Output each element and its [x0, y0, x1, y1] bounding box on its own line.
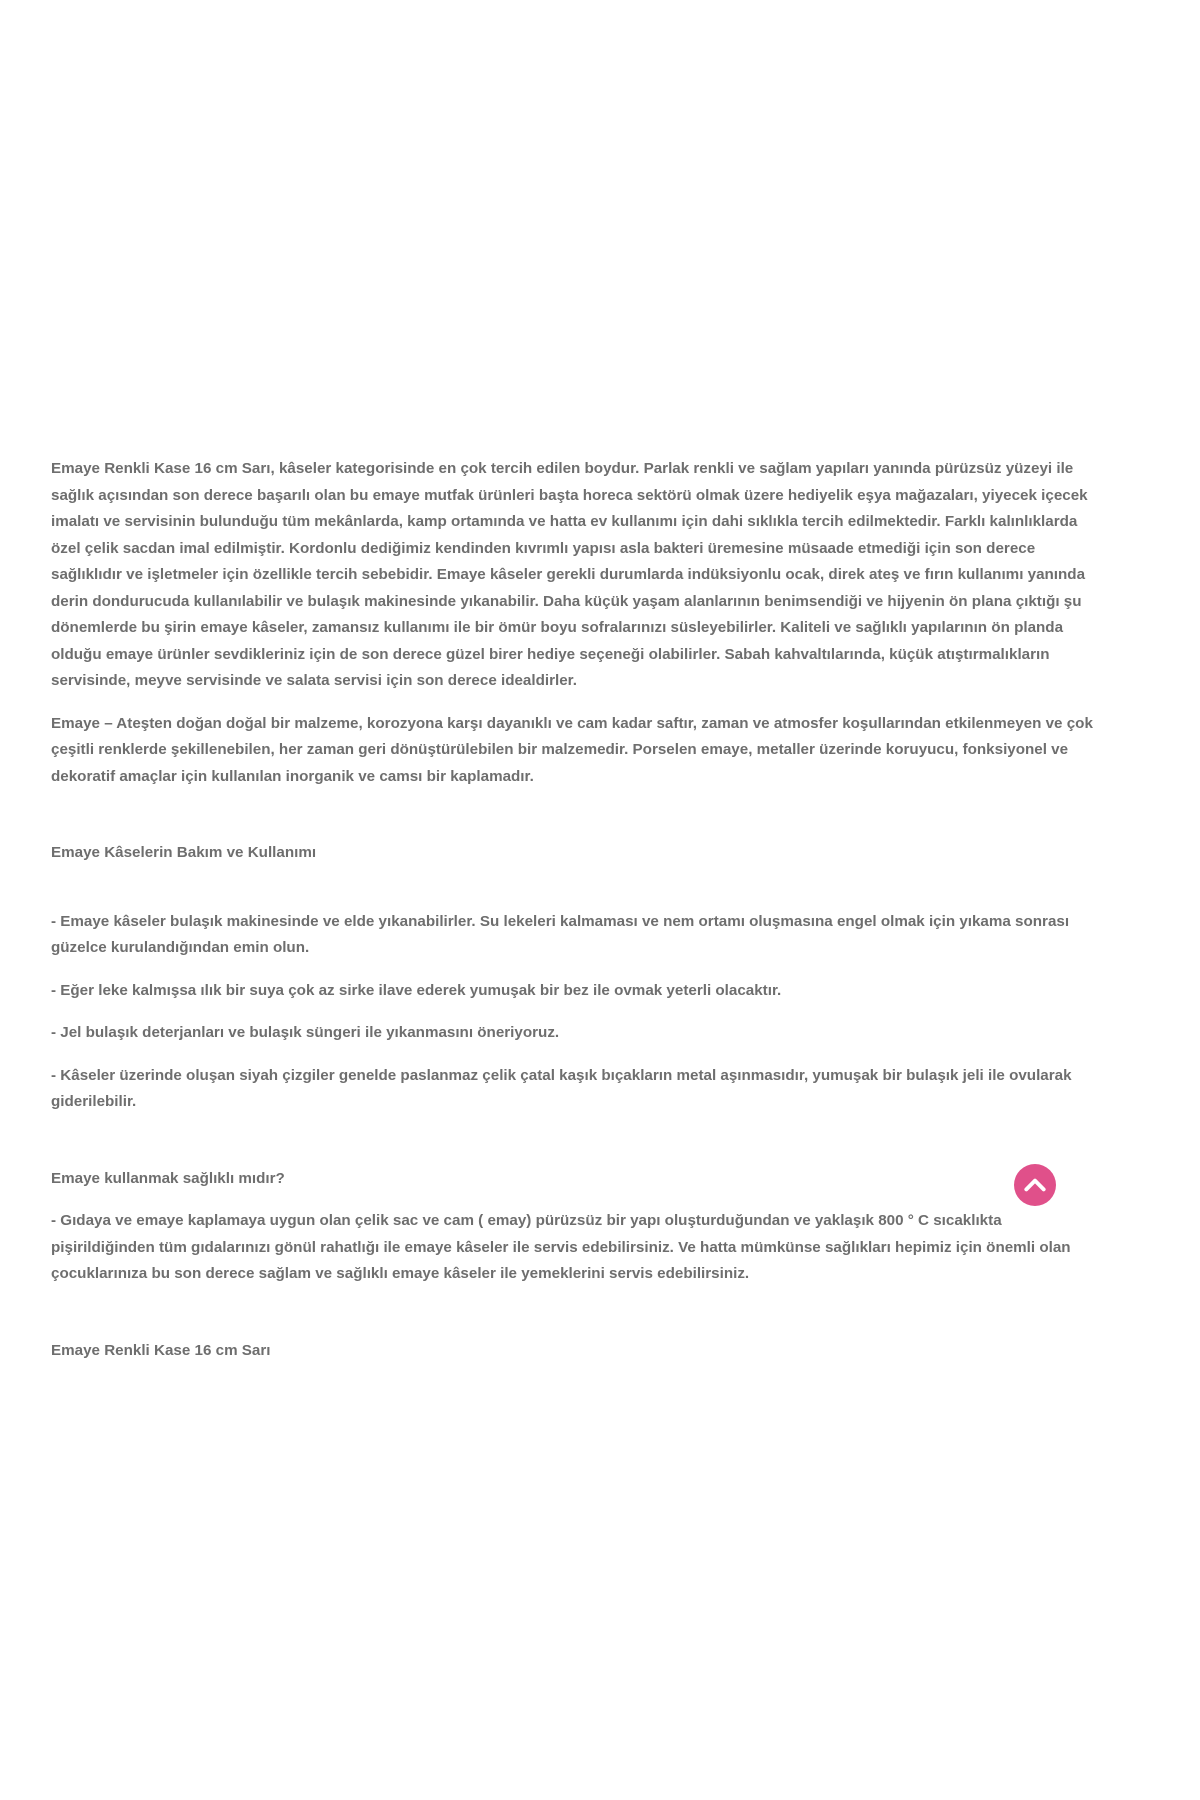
care-item: - Jel bulaşık deterjanları ve bulaşık süngeri ile yıkanmasını öneriyoruz.: [51, 1024, 560, 1041]
health-paragraph: - Gıdaya ve emaye kaplamaya uygun olan çelik sac ve cam ( emay) pürüzsüz bir yapı oluşturduğundan ve yaklaşık 800 ° C sıcaklıkta pişirildiğinden tüm gıdalarınızı gönül rahatlığı ile emaye kâseler ile servis edebilirsiniz. Ve hatta mümkünse sağlıkları hepimiz için önemli olan çocuklarınıza bu son derece sağlam ve sağlıklı emaye kâseler ile yemeklerini servis edebilirsiniz.: [51, 1212, 1071, 1282]
scroll-to-top-button[interactable]: [1014, 1164, 1056, 1206]
product-description: [51, 456, 1101, 1364]
health-heading: Emaye kullanmak sağlıklı mıdır?: [51, 1169, 285, 1187]
care-item: - Eğer leke kalmışsa ılık bir suya çok az sirke ilave ederek yumuşak bir bez ile ovmak yeterli olacaktır.: [51, 981, 782, 999]
care-item: - Kâseler üzerinde oluşan siyah çizgiler genelde paslanmaz çelik çatal kaşık bıçakların metal aşınmasıdır, yumuşak bir bulaşık jeli ile ovularak giderilebilir.: [51, 1066, 1072, 1110]
chevron-up-icon: [1022, 1172, 1048, 1198]
intro-paragraph: Emaye Renkli Kase 16 cm Sarı, kâseler kategorisinde en çok tercih edilen boydur. Parlak renkli ve sağlam yapıları yanında pürüzsüz yüzeyi ile sağlık açısından son derece başarılı olan bu emaye mutfak ürünleri başta horeca sektörü olmak üzere hediyelik eşya mağazaları, yiyecek içecek imalatı ve servisinin bulunduğu tüm mekânlarda, kamp ortamında ve hatta ev kullanımı için dahi sıklıkla tercih edilmektedir. Farklı kalınlıklarda özel çelik sacdan imal edilmiştir. Kordonlu dediğimiz kendinden kıvrımlı yapısı asla bakteri üremesine müsaade etmediği için son derece sağlıklıdır ve işletmeler için özellikle tercih sebebidir. Emaye kâseler gerekli durumlarda indüksiyonlu ocak, direk ateş ve fırın kullanımı yanında derin dondurucuda kullanılabilir ve bulaşık makinesinde yıkanabilir. Daha küçük yaşam alanlarının benimsendiği ve hijyenin ön plana çıktığı şu dönemlerde bu şirin emaye kâseler, zamansız kullanımı ile bir ömür boyu sofralarınızı süsleyebilirler. Kaliteli ve sağlıklı yapılarının ön planda olduğu emaye ürünler sevdikleriniz için de son derece güzel birer hediye seçeneği olabilirler. Sabah kahvaltılarında, küçük atıştırmalıkların servisinde, meyve servisinde ve salata servisi için son derece idealdirler.: [51, 460, 1088, 689]
care-heading: Emaye Kâselerin Bakım ve Kullanımı: [51, 844, 317, 861]
care-item: - Emaye kâseler bulaşık makinesinde ve elde yıkanabilirler. Su lekeleri kalmaması ve nem ortamı oluşmasına engel olmak için yıkama sonrası güzelce kurulandığından emin olun.: [51, 912, 1070, 956]
emaye-definition-paragraph: Emaye – Ateşten doğan doğal bir malzeme, korozyona karşı dayanıklı ve cam kadar saftır, zaman ve atmosfer koşullarından etkilenmeyen ve çok çeşitli renklerde şekillenebilen, her zaman geri dönüştürülebilen bir malzemedir. Porselen emaye, metaller üzerinde koruyucu, fonksiyonel ve dekoratif amaçlar için kullanılan inorganik ve camsı bir kaplamadır.: [51, 714, 1093, 785]
product-name-footer: Emaye Renkli Kase 16 cm Sarı: [51, 1341, 271, 1359]
